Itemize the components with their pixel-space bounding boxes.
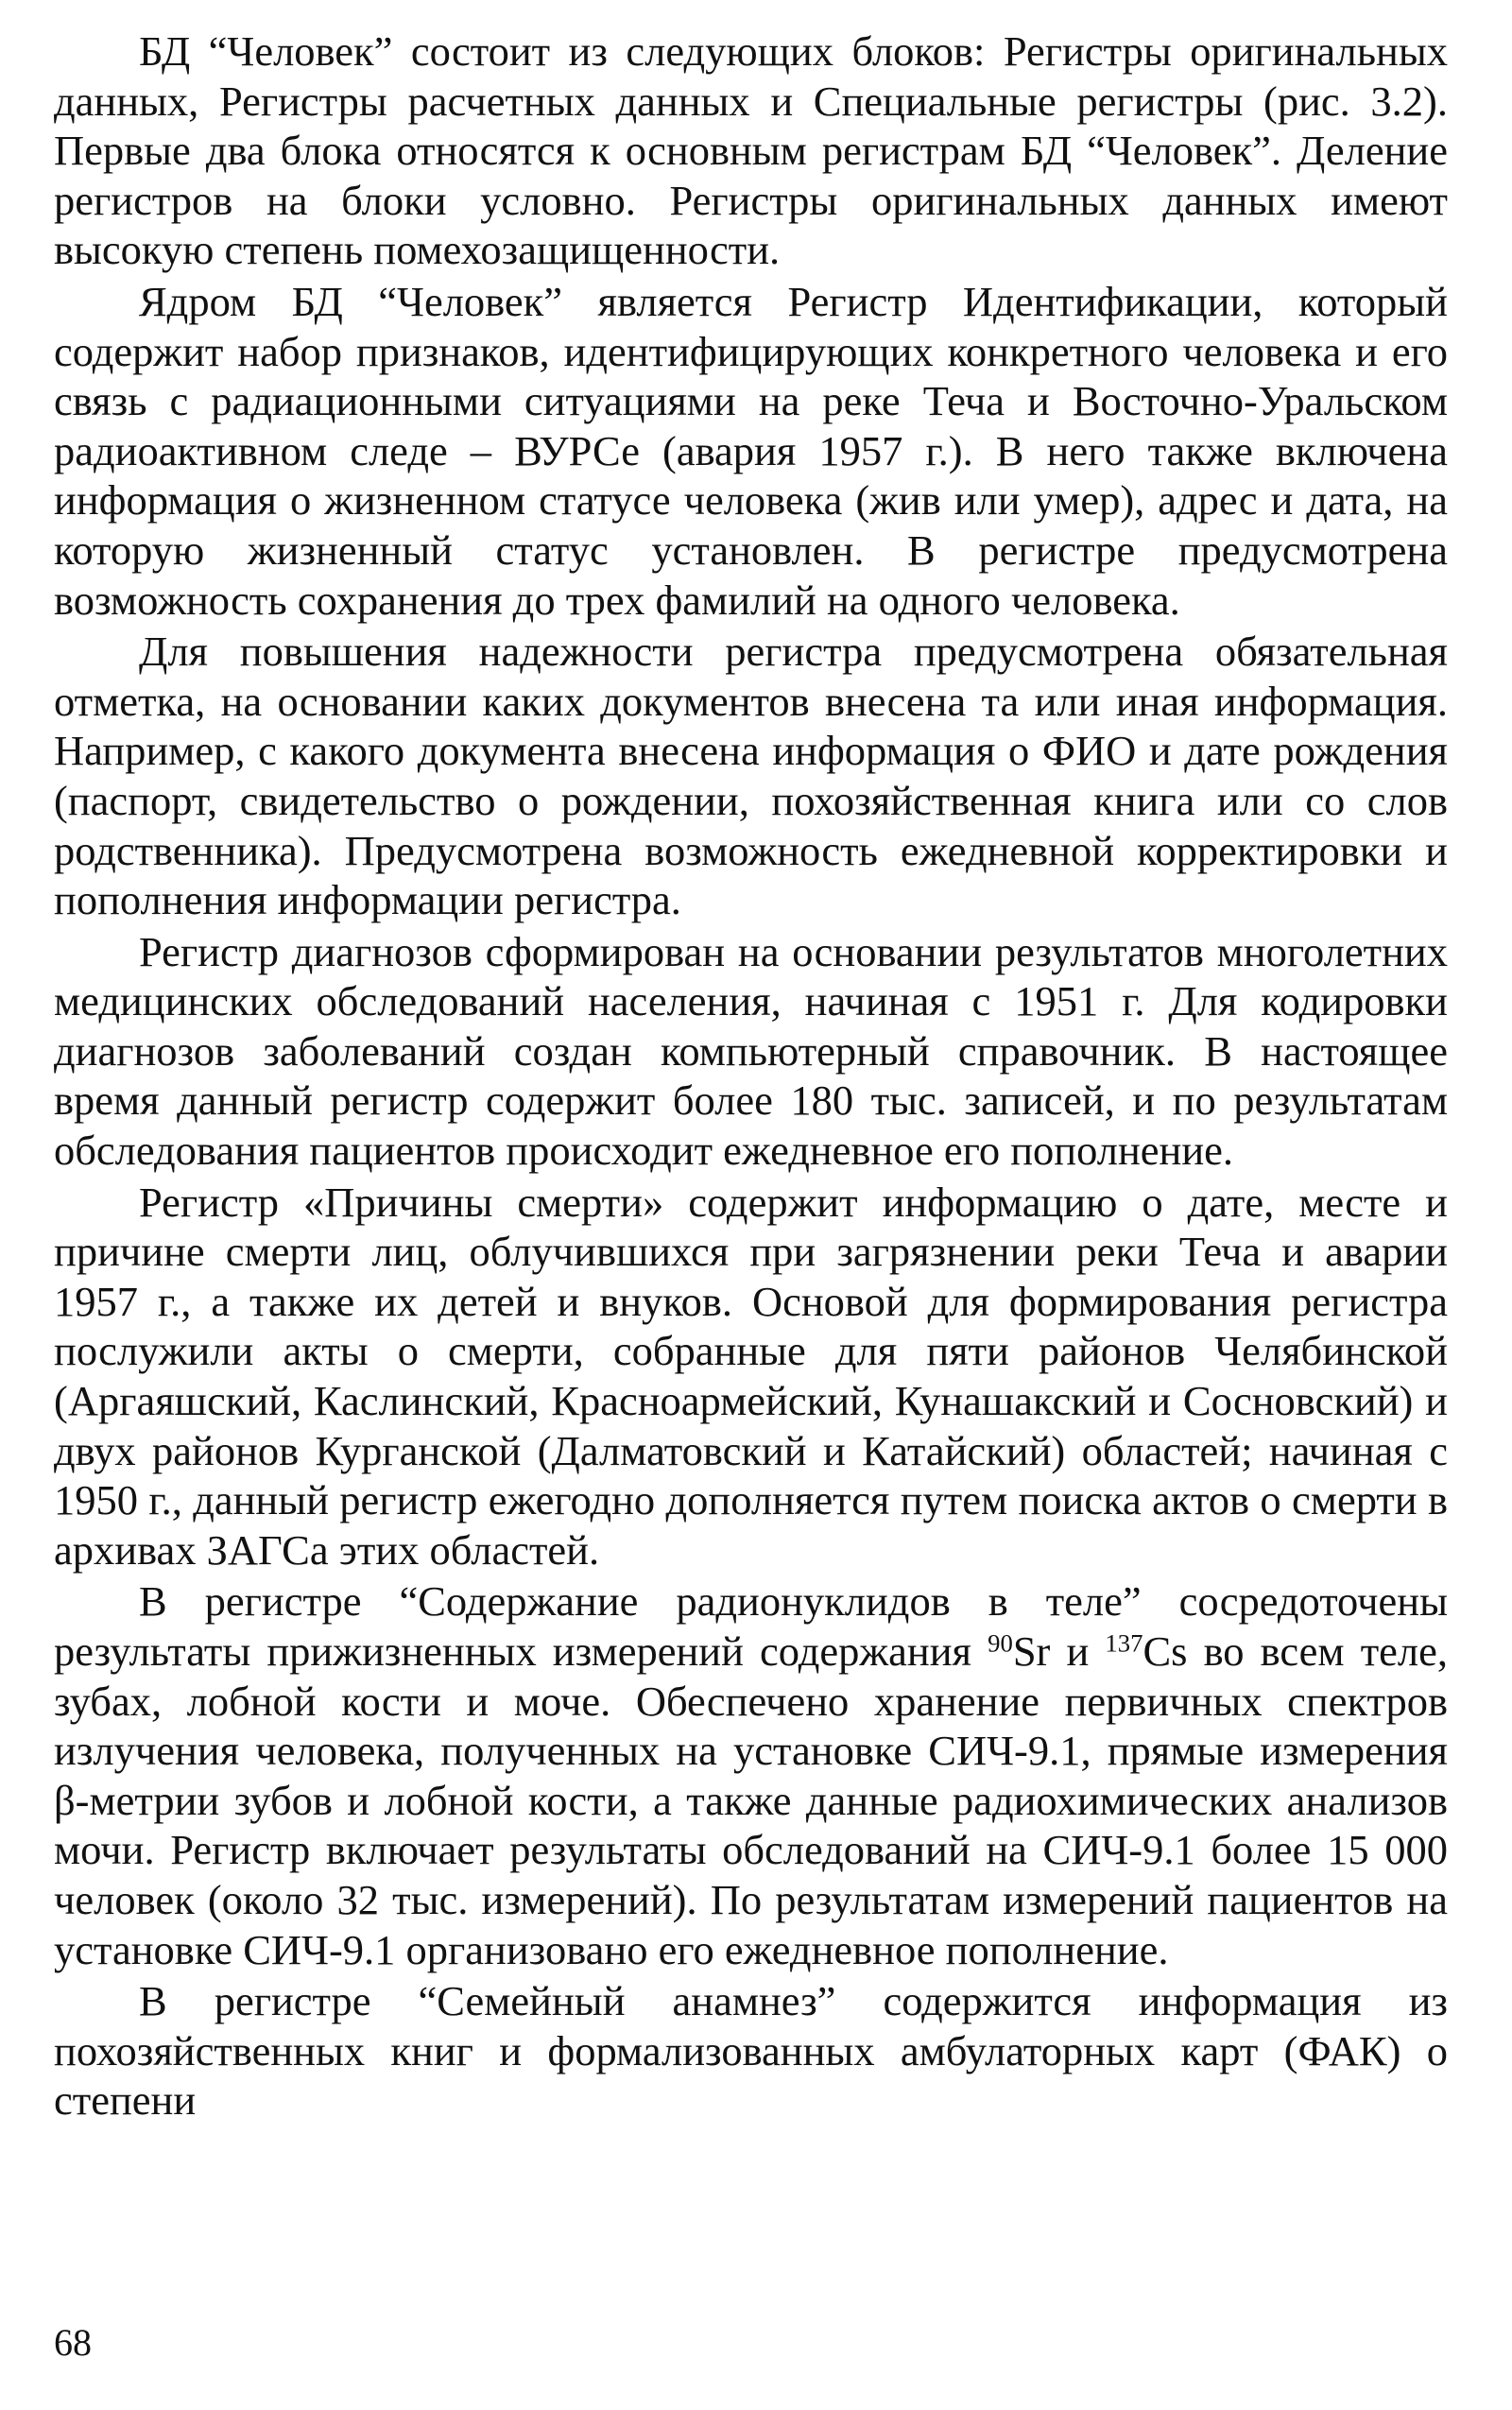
paragraph-6	[54, 1576, 1448, 1974]
paragraph-6-part-1: В регистре “Содержание радионуклидов в теле” сосредоточены результаты прижизненных измерений содержания	[54, 1577, 1448, 1675]
body-text	[54, 26, 1448, 2127]
page-number: 68	[54, 2321, 92, 2364]
cesium-mass-number: 137	[1105, 1628, 1143, 1658]
paragraph-4: Регистр диагнозов сформирован на основании результатов многолетних медицинских обследований населения, начиная с 1951 г. Для кодировки диагнозов заболеваний создан компьютерный справочник. В настоящее время данный регистр содержит более 180 тыс. записей, и по результатам обследования пациентов происходит ежедневное его пополнение.	[54, 927, 1448, 1175]
paragraph-5: Регистр «Причины смерти» содержит информацию о дате, месте и причине смерти лиц, облучившихся при загрязнении реки Теча и аварии 1957 г., а также их детей и внуков. Основой для формирования регистра послужили акты о смерти, собранные для пяти районов Челябинской (Аргаяшский, Каслинский, Красноармейский, Кунашакский и Сосновский) и двух районов Курганской (Далматовский и Катайский) областей; начиная с 1950 г., данный регистр ежегодно дополняется путем поиска актов о смерти в архивах ЗАГСа этих областей.	[54, 1178, 1448, 1574]
paragraph-6-part-3: Cs во всем теле, зубах, лобной кости и моче. Обеспечено хранение первичных спектров излучения человека, полученных на установке СИЧ-9.1, прямые измерения β-метрии зубов и лобной кости, а также данные радиохимических анализов мочи. Регистр включает результаты обследований на СИЧ-9.1 более 15 000 человек (около 32 тыс. измерений). По результатам измерений пациентов на установке СИЧ-9.1 организовано его ежедневное пополнение.	[54, 1627, 1448, 1973]
paragraph-2: Ядром БД “Человек” является Регистр Идентификации, который содержит набор признаков, идентифицирующих конкретного человека и его связь с радиационными ситуациями на реке Теча и Восточно-Уральском радиоактивном следе – ВУРСе (авария 1957 г.). В него также включена информация о жизненном статусе человека (жив или умер), адрес и дата, на которую жизненный статус установлен. В регистре предусмотрена возможность сохранения до трех фамилий на одного человека.	[54, 277, 1448, 624]
paragraph-1: БД “Человек” состоит из следующих блоков: Регистры оригинальных данных, Регистры расчетных данных и Специальные регистры (рис. 3.2). Первые два блока относятся к основным регистрам БД “Человек”. Деление регистров на блоки условно. Регистры оригинальных данных имеют высокую степень помехозащищенности.	[54, 27, 1448, 274]
paragraph-7: В регистре “Семейный анамнез” содержится информация из похозяйственных книг и формализованных амбулаторных карт (ФАК) о степени	[54, 1977, 1448, 2125]
strontium-mass-number: 90	[988, 1628, 1013, 1658]
paragraph-6-part-2: Sr и	[1012, 1627, 1106, 1675]
paragraph-3: Для повышения надежности регистра предусмотрена обязательная отметка, на основании каких документов внесена та или иная информация. Например, с какого документа внесена информация о ФИО и дате рождения (паспорт, свидетельство о рождении, похозяйственная книга или со слов родственника). Предусмотрена возможность ежедневной корректировки и пополнения информации регистра.	[54, 628, 1448, 924]
